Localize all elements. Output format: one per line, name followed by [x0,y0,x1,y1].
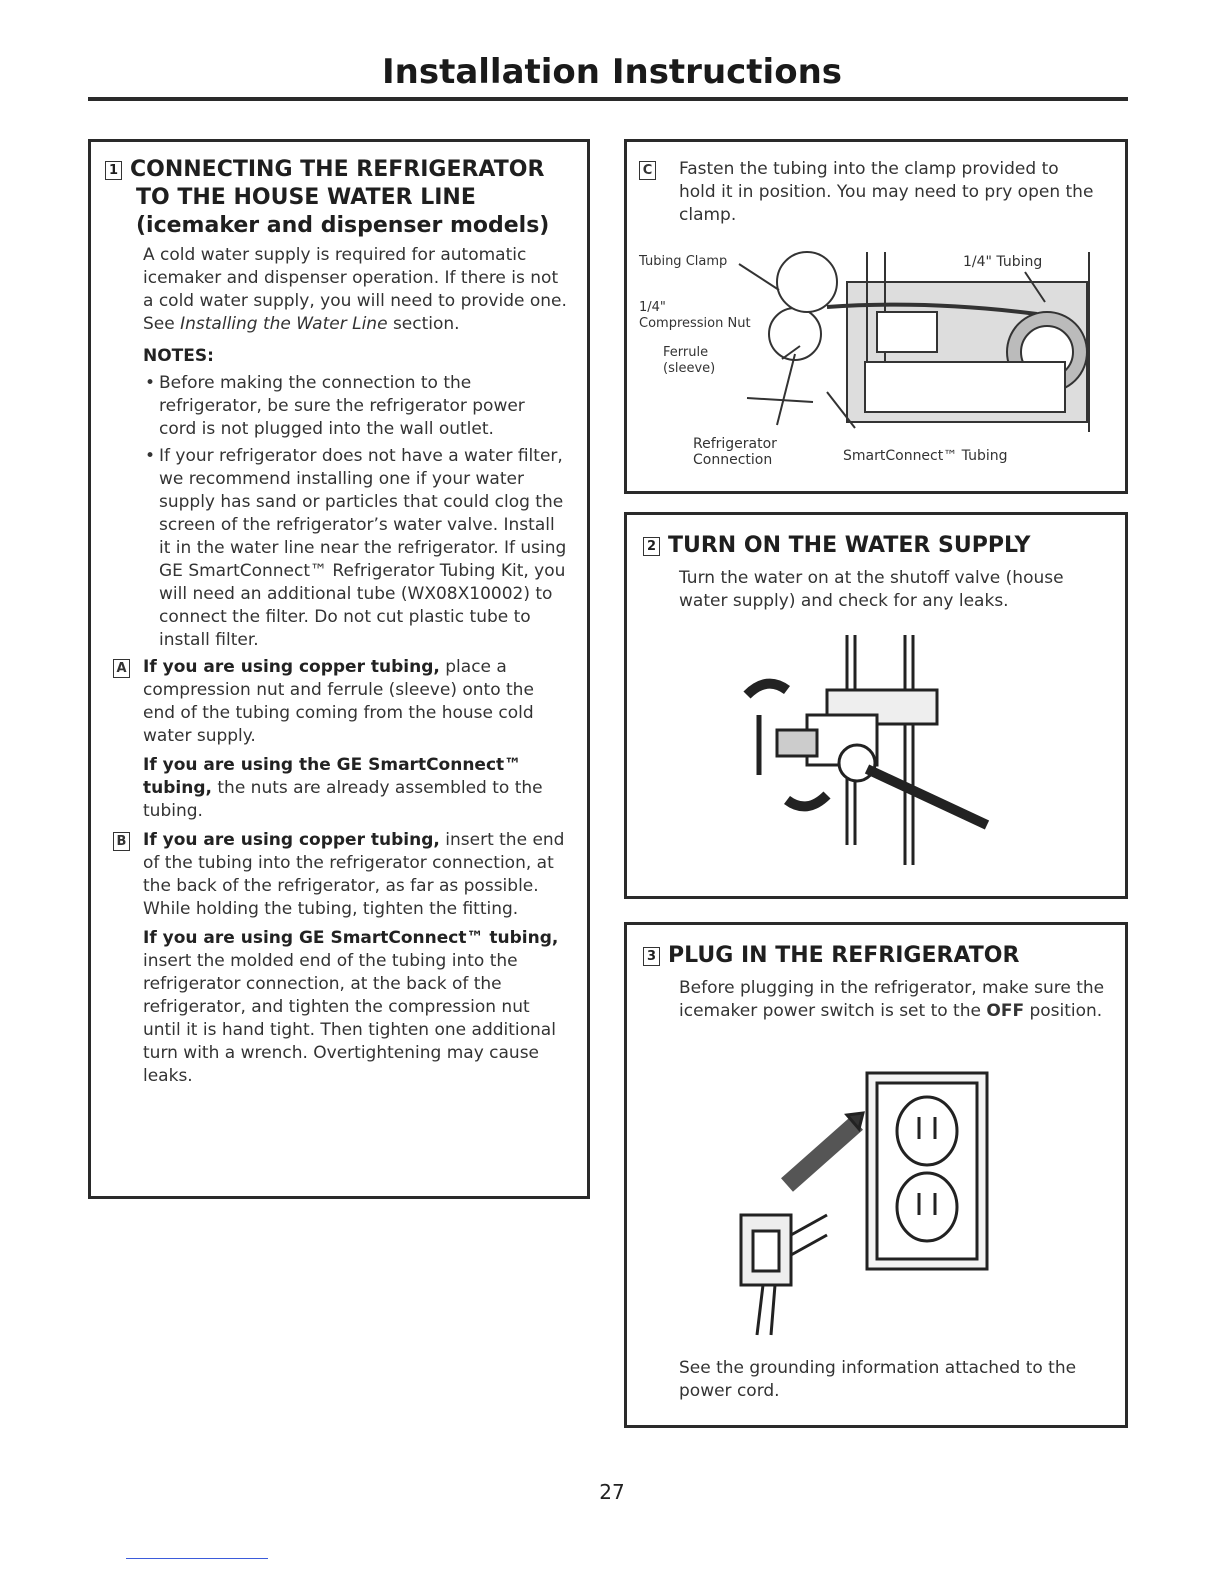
label-refrigerator-connection [693,436,777,468]
footer-link-line [126,1558,268,1559]
step-c-section [624,139,1128,494]
step-c-text-block [639,158,1099,227]
step-a [105,656,567,748]
label-smartconnect-tubing: SmartConnect™ Tubing [843,448,1008,464]
intro-paragraph [105,244,567,336]
section-number-2: 2 [643,537,660,556]
step-a-bold: If you are using copper tubing, [143,657,440,677]
section-1-heading [105,156,567,240]
section-3-heading [643,943,1019,968]
step-a-sub-bold: If you are using the GE SmartConnect™ tubing, [143,755,522,798]
compression-nut-size: 1/4" [639,300,666,315]
step-a-sub-text: the nuts are already assembled to the tubing. [143,778,543,821]
step-b-smartconnect [105,927,567,1088]
grounding-note: See the grounding information attached to the power cord. [679,1358,1077,1401]
heading-line-2: TO THE HOUSE WATER LINE [136,185,476,210]
step-c-marker: C [639,161,656,180]
plug-in-section [624,922,1128,1428]
heading-line-3: (icemaker and dispenser models) [136,213,550,238]
fridge-connection-line-2: Connection [693,452,773,468]
turn-on-water-section [624,512,1128,899]
step-a-text: place a compression nut and ferrule (sleeve) onto the end of the tubing coming from the house cold water supply. [143,657,534,746]
section-2-text: Turn the water on at the shutoff valve (house water supply) and check for any leaks. [679,568,1064,611]
ferrule-sleeve-text: (sleeve) [663,361,716,376]
intro-end: section. [387,314,460,334]
step-c-text: Fasten the tubing into the clamp provided to hold it in position. You may need to pry open the clamp. [679,159,1094,225]
heading-line-1: CONNECTING THE REFRIGERATOR [130,157,545,182]
outlet-and-plug-illustration [717,1065,1017,1345]
label-compression-nut [639,300,751,332]
section-2-title: TURN ON THE WATER SUPPLY [668,533,1031,558]
step-b-text: insert the end of the tubing into the refrigerator connection, at the back of the refrigerator, as far as possible. While holding the tubing, tighten the fitting. [143,830,565,919]
off-label: OFF [986,1001,1025,1021]
intro-text: A cold water supply is required for automatic icemaker and dispenser operation. If there is not a cold water supply, you will need to provide one. See [143,245,567,334]
step-a-marker: A [113,659,130,678]
compression-nut-text: Compression Nut [639,316,751,331]
page-title: Installation Instructions [381,52,843,92]
section-number-3: 3 [643,947,660,966]
section-number-1: 1 [105,161,122,180]
fridge-connection-line-1: Refrigerator [693,436,777,452]
shutoff-valve-illustration [707,635,1047,875]
section-3-text [679,977,1109,1023]
step-b-sub-bold: If you are using GE SmartConnect™ tubing, [143,928,559,948]
section-3-text-after: position. [1024,1001,1103,1021]
ferrule-text: Ferrule [663,345,709,360]
step-a-smartconnect [105,754,567,823]
title-divider [88,97,1128,101]
section-3-text-before: Before plugging in the refrigerator, make sure the icemaker power switch is set to the [679,978,1105,1021]
note-2: • If your refrigerator does not have a water filter, we recommend installing one if your water supply has sand or particles that could clog the screen of the refrigerator’s water valve. Install it in the water line near the refrigerator. If using GE SmartConnect™ Refrigerator Tubing Kit, you will need an additional tube (WX08X10002) to connect the filter. Do not cut plastic tube to install filter. [105,445,567,652]
label-ferrule [663,345,715,377]
section-3-title: PLUG IN THE REFRIGERATOR [668,943,1020,968]
note-1: • Before making the connection to the refrigerator, be sure the refrigerator power cord is not plugged into the wall outlet. [105,372,567,441]
step-b-sub-text: insert the molded end of the tubing into the refrigerator connection, at the back of the refrigerator, and tighten the compression nut until it is hand tight. Then tighten one additional turn with a wrench. Overtightening may cause leaks. [143,951,556,1086]
connect-water-line-section [88,139,590,1199]
label-tubing-clamp: Tubing Clamp [639,254,728,269]
notes-label: NOTES: [143,346,214,366]
page-number: 27 [599,1480,625,1504]
section-2-heading [643,533,1030,558]
step-b-bold: If you are using copper tubing, [143,830,440,850]
intro-link-text: Installing the Water Line [180,314,388,334]
step-b [105,829,567,921]
step-b-marker: B [113,832,130,851]
label-quarter-tubing: 1/4" Tubing [963,254,1043,270]
